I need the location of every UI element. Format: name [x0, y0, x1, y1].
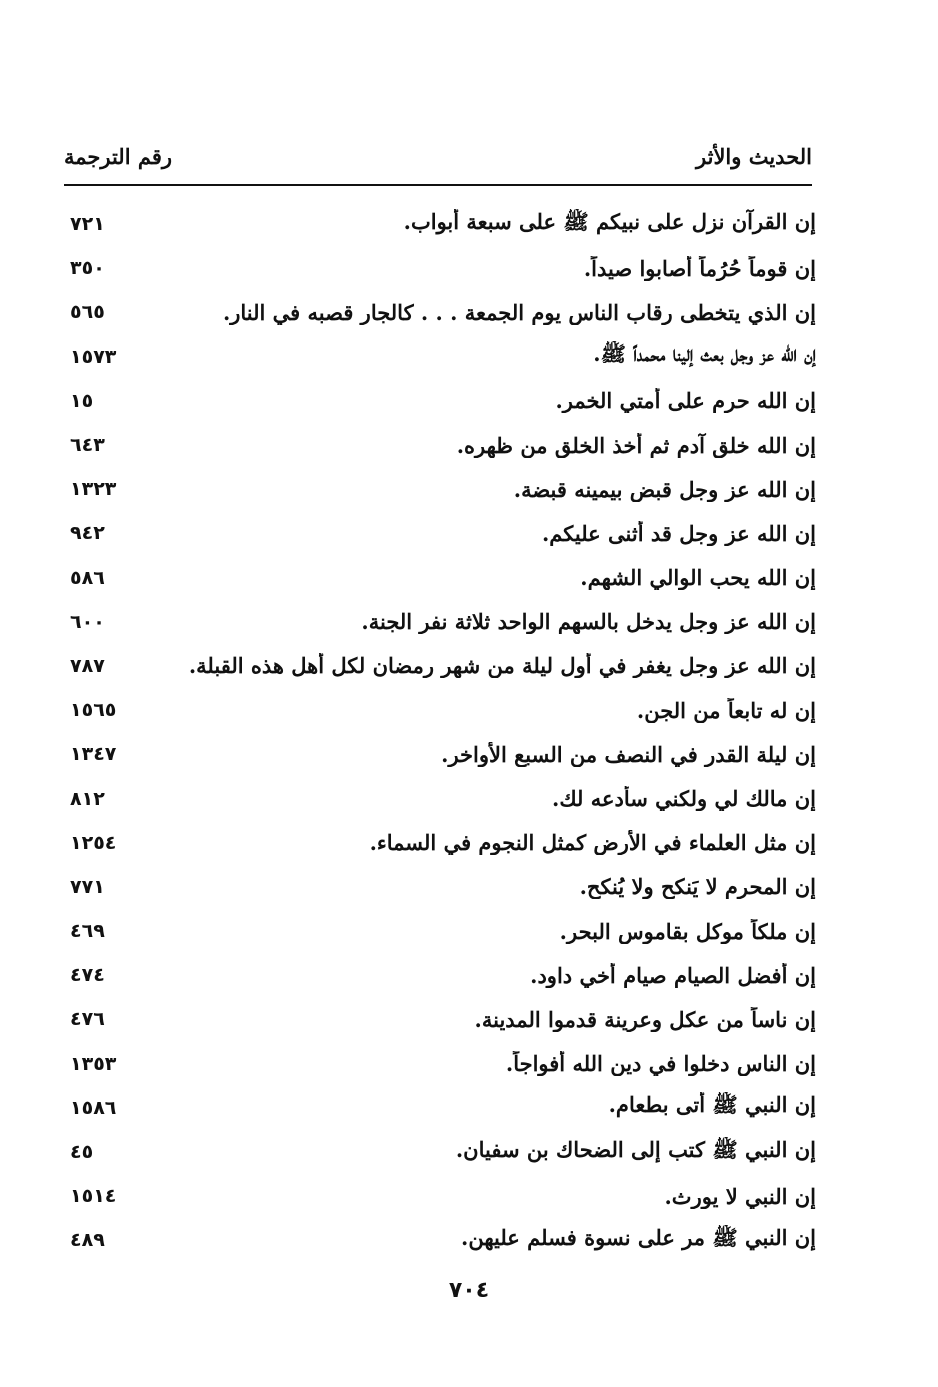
entry-number: ١٣٥٣	[70, 1052, 117, 1075]
entry-number: ٤٧٦	[70, 1008, 105, 1031]
entry-number: ١٥	[70, 389, 94, 412]
index-entry	[64, 246, 816, 290]
entry-text: إن الله عز وجل بعث إلينا محمداً ﷺ.	[593, 341, 816, 367]
entry-number: ١٣٤٧	[70, 743, 117, 766]
entry-number: ٦٤٣	[70, 434, 105, 457]
header-title: الحديث والأثر	[696, 143, 812, 169]
entry-number: ٥٨٦	[70, 566, 105, 589]
index-entry	[64, 997, 816, 1041]
entry-number: ١٣٢٣	[70, 478, 117, 501]
entry-text: إن الله عز وجل يدخل بالسهم الواحد ثلاثة نفر الجنة.	[361, 609, 816, 635]
entry-text: إن الله عز وجل قبض بيمينه قبضة.	[513, 476, 816, 502]
entry-text: إن القرآن نزل على نبيكم ﷺ على سبعة أبواب.	[403, 208, 816, 234]
entry-text: إن قوماً حُرُماً أصابوا صيداً.	[583, 255, 816, 281]
entry-number: ٤٧٤	[70, 964, 105, 987]
entry-number: ٩٤٢	[70, 522, 105, 545]
index-entry	[64, 202, 816, 246]
entry-text: إن النبي ﷺ مر على نسوة فسلم عليهن.	[461, 1224, 816, 1250]
entry-number: ٧٢١	[70, 213, 105, 236]
entry-number: ٧٨٧	[70, 654, 105, 677]
entry-text: إن مثل العلماء في الأرض كمثل النجوم في السماء.	[369, 830, 816, 856]
entry-text: إن الله خلق آدم ثم أخذ الخلق من ظهره.	[456, 432, 816, 458]
entry-text: إن الله عز وجل قد أثنى عليكم.	[542, 520, 816, 546]
entry-number: ٤٨٩	[70, 1229, 105, 1252]
entry-text: إن الله عز وجل يغفر في أول ليلة من شهر رمضان لكل أهل هذه القبلة.	[188, 653, 816, 679]
index-header	[64, 136, 812, 176]
entry-number: ٨١٢	[70, 787, 105, 810]
entry-text: إن الذي يتخطى رقاب الناس يوم الجمعة . . . كالجار قصبه في النار.	[222, 299, 816, 325]
entry-text: إن المحرم لا يَنكح ولا يُنكح.	[579, 874, 816, 900]
entry-text: إن ناساً من عكل وعرينة قدموا المدينة.	[474, 1006, 816, 1032]
index-entry	[64, 821, 816, 865]
entry-number: ٤٦٩	[70, 920, 105, 943]
entry-text: إن له تابعاً من الجن.	[636, 697, 816, 723]
index-entry	[64, 423, 816, 467]
index-entry	[64, 644, 816, 688]
entry-number: ٦٠٠	[70, 610, 105, 633]
index-entry	[64, 467, 816, 511]
entry-text: إن مالك لي ولكني سأدعه لك.	[552, 786, 816, 812]
entry-text: إن الله حرم على أمتي الخمر.	[555, 388, 816, 414]
index-entry	[64, 909, 816, 953]
header-number-column: رقم الترجمة	[64, 143, 173, 169]
entry-text: إن ليلة القدر في النصف من السبع الأواخر.	[441, 741, 816, 767]
index-entry	[64, 953, 816, 997]
index-entries-list	[64, 202, 816, 1263]
entry-number: ٤٥	[70, 1141, 94, 1164]
index-entry	[64, 776, 816, 820]
index-entry	[64, 1086, 816, 1130]
index-entry	[64, 290, 816, 334]
index-entry	[64, 1218, 816, 1262]
index-entry	[64, 688, 816, 732]
entry-text: إن النبي ﷺ كتب إلى الضحاك بن سفيان.	[455, 1136, 816, 1162]
header-divider	[64, 184, 812, 186]
index-entry	[64, 335, 816, 379]
entry-number: ١٢٥٤	[70, 831, 117, 854]
index-entry	[64, 600, 816, 644]
entry-number: ١٥١٤	[70, 1185, 117, 1208]
index-entry	[64, 1130, 816, 1174]
index-entry	[64, 865, 816, 909]
entry-text: إن أفضل الصيام صيام أخي داود.	[530, 962, 816, 988]
index-entry	[64, 556, 816, 600]
index-entry	[64, 732, 816, 776]
entry-text: إن النبي ﷺ أتى بطعام.	[608, 1092, 816, 1118]
page-number: ٧٠٤	[448, 1278, 490, 1303]
entry-number: ١٥٨٦	[70, 1096, 117, 1119]
entry-text: إن الله يحب الوالي الشهم.	[580, 565, 816, 591]
index-entry	[64, 379, 816, 423]
entry-number: ٧٧١	[70, 875, 105, 898]
entry-text: إن ملكاً موكل بقاموس البحر.	[559, 918, 816, 944]
entry-text: إن النبي لا يورث.	[664, 1183, 816, 1209]
index-entry	[64, 1042, 816, 1086]
entry-text: إن الناس دخلوا في دين الله أفواجاً.	[505, 1051, 816, 1077]
index-entry	[64, 1174, 816, 1218]
entry-number: ٣٥٠	[70, 257, 105, 280]
index-entry	[64, 511, 816, 555]
entry-number: ١٥٧٣	[70, 345, 117, 368]
entry-number: ١٥٦٥	[70, 699, 117, 722]
entry-number: ٥٦٥	[70, 301, 105, 324]
